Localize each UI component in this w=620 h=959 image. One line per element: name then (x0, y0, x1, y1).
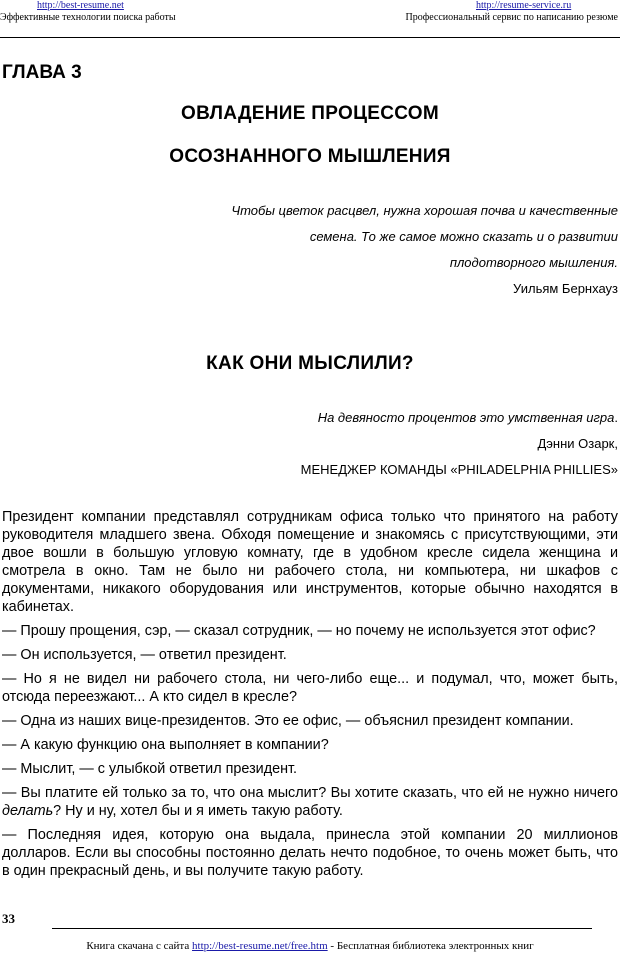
paragraph: — Но я не видел ни рабочего стола, ни чего-либо еще... и подумал, что, может быть, отсюда переезжают... А кто сидел в кресле? (2, 671, 618, 705)
epigraph-1-line-1: Чтобы цветок расцвел, нужна хорошая почва и качественные (231, 203, 618, 218)
para-italic-after: ? Ну и ну, хотел бы и я иметь такую работу. (53, 803, 343, 819)
header-left-link[interactable]: http://best-resume.net (37, 0, 124, 11)
epigraph-2-period: . (614, 410, 618, 425)
epigraph-2-role: МЕНЕДЖЕР КОМАНДЫ «PHILADELPHIA PHILLIES» (300, 462, 618, 477)
paragraph: — А какую функцию она выполняет в компании? (2, 737, 329, 753)
body-text (2, 508, 618, 886)
chapter-heading: ГЛАВА 3 (2, 62, 82, 83)
para-italic-before: — Вы платите ей только за то, что она мыслит? Вы хотите сказать, что ей не нужно ничего (2, 785, 618, 801)
epigraph-2-quote-line (18, 405, 618, 431)
epigraph-1-line-2: семена. То же самое можно сказать и о развитии (309, 229, 618, 244)
header-right (318, 0, 618, 24)
paragraph: — Одна из наших вице-президентов. Это ее офис, — объяснил президент компании. (2, 713, 574, 729)
paragraph: — Прошу прощения, сэр, — сказал сотрудник, — но почему не используется этот офис? (2, 623, 596, 639)
epigraph-2-author: Дэнни Озарк, (537, 436, 618, 451)
footer-suffix: - Бесплатная библиотека электронных книг (327, 940, 534, 952)
footer-prefix: Книга скачана с сайта (86, 940, 193, 952)
paragraph: — Он используется, — ответил президент. (2, 647, 287, 663)
header-divider (0, 37, 620, 38)
paragraph: — Мыслит, — с улыбкой ответил президент. (2, 761, 298, 777)
footer-link[interactable]: http://best-resume.net/free.htm (192, 940, 328, 952)
header-left-text: Эффективные технологии поиска работы (0, 12, 176, 23)
header-right-link[interactable]: http://resume-service.ru (476, 0, 572, 11)
para-italic-word: делать (2, 803, 54, 819)
epigraph-2-quote: На девяносто процентов это умственная игра (317, 410, 615, 425)
footer (0, 940, 620, 952)
footer-divider (52, 928, 592, 929)
epigraph-2 (18, 405, 618, 483)
title-line-2: ОСОЗНАННОГО МЫШЛЕНИЯ (169, 146, 451, 167)
epigraph-1-line-3: плодотворного мышления. (449, 255, 618, 270)
paragraph-with-italic (2, 784, 618, 820)
paragraph-last: — Последняя идея, которую она выдала, принесла этой компании 20 миллионов долларов. Если вы способны постоянно делать нечто подобное, то очень может быть, что в один прекрасный день, и вы получите такую работу. (2, 827, 618, 879)
header-left (0, 0, 300, 24)
epigraph-1 (18, 198, 618, 302)
section-title: КАК ОНИ МЫСЛИЛИ? (206, 353, 414, 374)
header-right-text: Профессиональный сервис по написанию резюме (405, 12, 618, 23)
page-number: 33 (2, 911, 15, 926)
title-line-1: ОВЛАДЕНИЕ ПРОЦЕССОМ (180, 103, 439, 124)
epigraph-1-author: Уильям Бернхауз (513, 281, 618, 296)
paragraph: Президент компании представлял сотрудникам офиса только что принятого на работу руководителя младшего звена. Обходя помещение и знакомясь с присутствующими, эти двое вошли в большую угловую комнату, где в удобном кресле сидела женщина и смотрела в окно. Там не было ни рабочего стола, ни компьютера, ни шкафов с документами, никакого оборудования или инструментов, которые обычно находятся в кабинетах. (2, 509, 618, 615)
